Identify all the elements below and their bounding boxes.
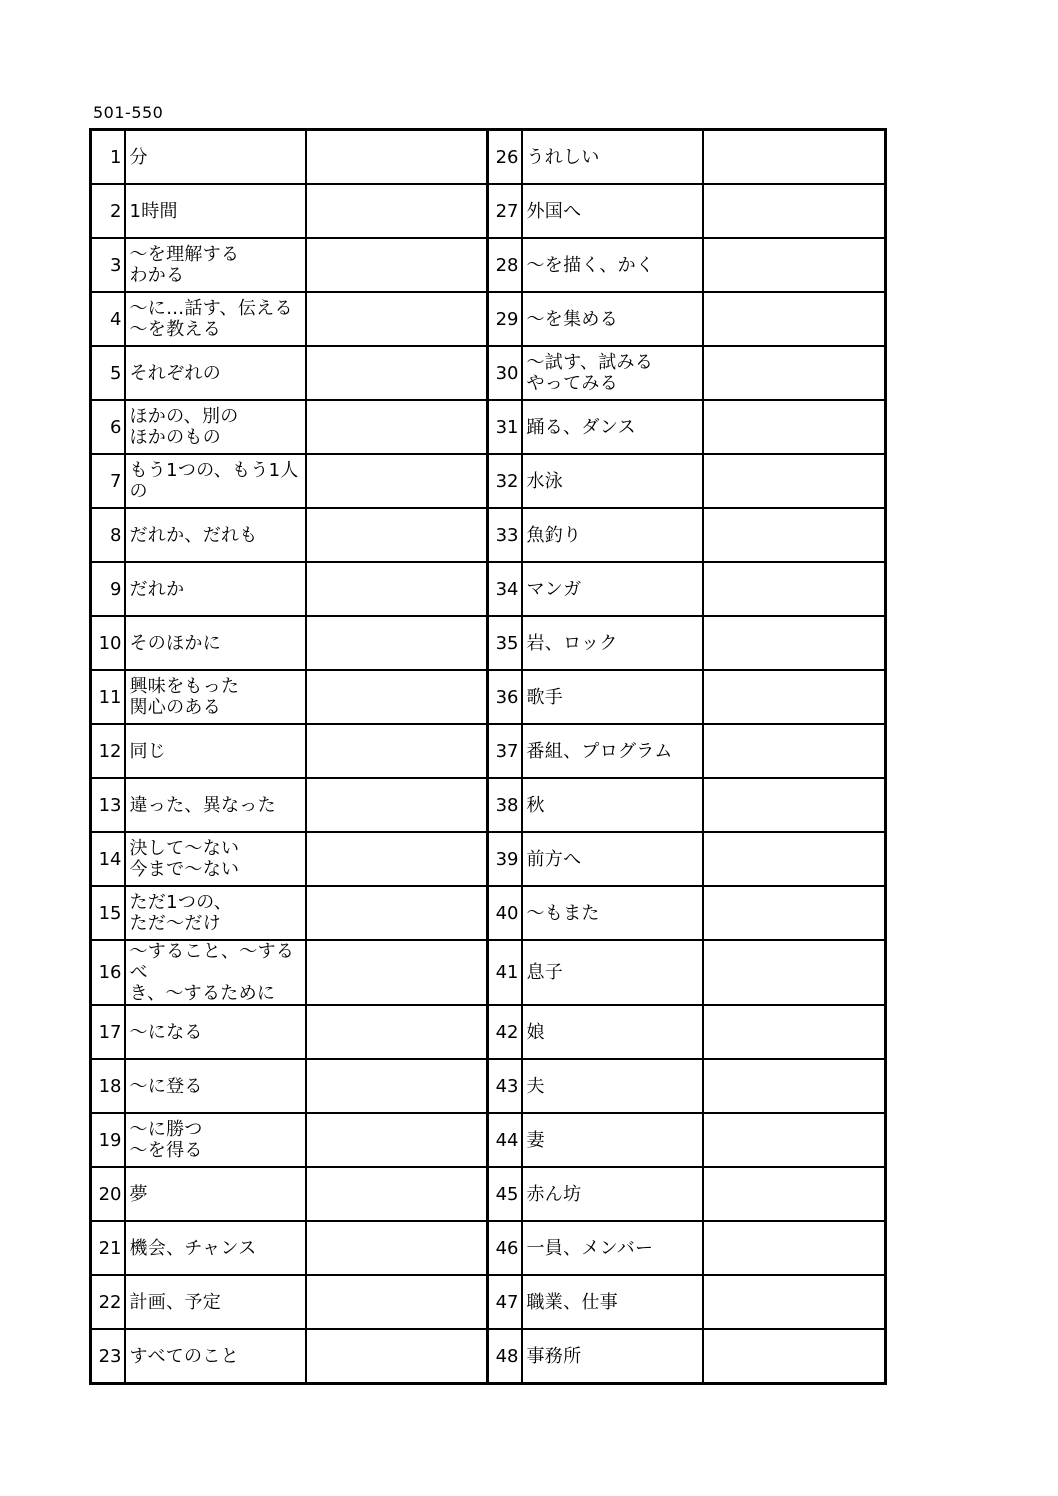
table-row xyxy=(91,670,886,724)
item-meaning: もう1つの、もう1人の xyxy=(125,454,306,508)
answer-cell[interactable] xyxy=(703,292,886,346)
answer-cell[interactable] xyxy=(306,670,488,724)
table-row xyxy=(91,184,886,238)
item-number: 8 xyxy=(91,508,125,562)
answer-cell[interactable] xyxy=(306,454,488,508)
answer-cell[interactable] xyxy=(306,130,488,185)
item-meaning: 岩、ロック xyxy=(522,616,703,670)
item-number: 20 xyxy=(91,1167,125,1221)
item-meaning: ただ1つの、 ただ〜だけ xyxy=(125,886,306,940)
item-meaning: 息子 xyxy=(522,940,703,1005)
item-number: 23 xyxy=(91,1329,125,1384)
item-meaning: そのほかに xyxy=(125,616,306,670)
item-number: 30 xyxy=(488,346,522,400)
table-row xyxy=(91,1059,886,1113)
answer-cell[interactable] xyxy=(703,1113,886,1167)
answer-cell[interactable] xyxy=(703,670,886,724)
answer-cell[interactable] xyxy=(703,1221,886,1275)
item-number: 42 xyxy=(488,1005,522,1059)
item-meaning: ほかの、別の ほかのもの xyxy=(125,400,306,454)
item-meaning: 興味をもった 関心のある xyxy=(125,670,306,724)
item-number: 26 xyxy=(488,130,522,185)
item-meaning: 赤ん坊 xyxy=(522,1167,703,1221)
answer-cell[interactable] xyxy=(703,1275,886,1329)
item-number: 17 xyxy=(91,1005,125,1059)
item-number: 2 xyxy=(91,184,125,238)
item-meaning: 娘 xyxy=(522,1005,703,1059)
table-row xyxy=(91,1167,886,1221)
table-row xyxy=(91,1275,886,1329)
table-row xyxy=(91,724,886,778)
item-number: 21 xyxy=(91,1221,125,1275)
item-meaning: 〜すること、〜するべ き、〜するために xyxy=(125,940,306,1005)
item-meaning: 一員、メンバー xyxy=(522,1221,703,1275)
table-row xyxy=(91,130,886,185)
item-number: 4 xyxy=(91,292,125,346)
table-row xyxy=(91,562,886,616)
table-row xyxy=(91,1329,886,1384)
item-number: 44 xyxy=(488,1113,522,1167)
table-row xyxy=(91,886,886,940)
item-meaning: 〜になる xyxy=(125,1005,306,1059)
item-meaning: 踊る、ダンス xyxy=(522,400,703,454)
table-row xyxy=(91,454,886,508)
answer-cell[interactable] xyxy=(703,778,886,832)
table-row xyxy=(91,832,886,886)
item-number: 6 xyxy=(91,400,125,454)
answer-cell[interactable] xyxy=(306,184,488,238)
item-meaning: 〜に勝つ 〜を得る xyxy=(125,1113,306,1167)
item-number: 19 xyxy=(91,1113,125,1167)
item-number: 35 xyxy=(488,616,522,670)
answer-cell[interactable] xyxy=(703,1005,886,1059)
item-meaning: 番組、プログラム xyxy=(522,724,703,778)
answer-cell[interactable] xyxy=(703,508,886,562)
item-meaning: 夢 xyxy=(125,1167,306,1221)
item-number: 28 xyxy=(488,238,522,292)
answer-cell[interactable] xyxy=(703,886,886,940)
table-row xyxy=(91,616,886,670)
table-row xyxy=(91,238,886,292)
answer-cell[interactable] xyxy=(703,184,886,238)
item-meaning: 〜を描く、かく xyxy=(522,238,703,292)
item-number: 13 xyxy=(91,778,125,832)
answer-cell[interactable] xyxy=(306,724,488,778)
answer-cell[interactable] xyxy=(306,1275,488,1329)
item-meaning: 機会、チャンス xyxy=(125,1221,306,1275)
item-number: 43 xyxy=(488,1059,522,1113)
answer-cell[interactable] xyxy=(703,832,886,886)
answer-cell[interactable] xyxy=(306,292,488,346)
answer-cell[interactable] xyxy=(703,346,886,400)
item-meaning: 〜に…話す、伝える 〜を教える xyxy=(125,292,306,346)
item-number: 1 xyxy=(91,130,125,185)
answer-cell[interactable] xyxy=(703,454,886,508)
item-meaning: 1時間 xyxy=(125,184,306,238)
table-row xyxy=(91,1113,886,1167)
answer-cell[interactable] xyxy=(306,346,488,400)
answer-cell[interactable] xyxy=(306,238,488,292)
table-row xyxy=(91,346,886,400)
item-meaning: 職業、仕事 xyxy=(522,1275,703,1329)
item-number: 33 xyxy=(488,508,522,562)
item-meaning: 〜もまた xyxy=(522,886,703,940)
item-meaning: 決して〜ない 今まで〜ない xyxy=(125,832,306,886)
item-meaning: 前方へ xyxy=(522,832,703,886)
item-number: 40 xyxy=(488,886,522,940)
answer-cell[interactable] xyxy=(703,1167,886,1221)
item-meaning: 分 xyxy=(125,130,306,185)
table-row xyxy=(91,508,886,562)
item-number: 5 xyxy=(91,346,125,400)
answer-cell[interactable] xyxy=(703,238,886,292)
answer-cell[interactable] xyxy=(306,886,488,940)
item-number: 39 xyxy=(488,832,522,886)
item-number: 38 xyxy=(488,778,522,832)
vocab-table-body xyxy=(91,130,886,1384)
item-number: 32 xyxy=(488,454,522,508)
item-number: 16 xyxy=(91,940,125,1005)
item-number: 29 xyxy=(488,292,522,346)
item-meaning: マンガ xyxy=(522,562,703,616)
item-meaning: だれか xyxy=(125,562,306,616)
answer-cell[interactable] xyxy=(306,400,488,454)
item-number: 12 xyxy=(91,724,125,778)
answer-cell[interactable] xyxy=(703,562,886,616)
item-number: 7 xyxy=(91,454,125,508)
item-number: 41 xyxy=(488,940,522,1005)
vocab-table xyxy=(89,128,887,1385)
item-meaning: 事務所 xyxy=(522,1329,703,1384)
item-number: 9 xyxy=(91,562,125,616)
answer-cell[interactable] xyxy=(306,616,488,670)
item-meaning: 同じ xyxy=(125,724,306,778)
answer-cell[interactable] xyxy=(306,1113,488,1167)
item-number: 36 xyxy=(488,670,522,724)
table-row xyxy=(91,778,886,832)
answer-cell[interactable] xyxy=(306,778,488,832)
item-number: 10 xyxy=(91,616,125,670)
item-meaning: 外国へ xyxy=(522,184,703,238)
item-number: 27 xyxy=(488,184,522,238)
item-meaning: 妻 xyxy=(522,1113,703,1167)
item-number: 47 xyxy=(488,1275,522,1329)
sheet-title: 501-550 xyxy=(93,103,164,122)
table-row xyxy=(91,400,886,454)
item-number: 14 xyxy=(91,832,125,886)
table-row xyxy=(91,292,886,346)
table-row xyxy=(91,1221,886,1275)
answer-cell[interactable] xyxy=(306,562,488,616)
answer-cell[interactable] xyxy=(306,1167,488,1221)
item-number: 45 xyxy=(488,1167,522,1221)
item-meaning: 計画、予定 xyxy=(125,1275,306,1329)
item-number: 22 xyxy=(91,1275,125,1329)
answer-cell[interactable] xyxy=(703,400,886,454)
item-meaning: 〜に登る xyxy=(125,1059,306,1113)
item-meaning: 秋 xyxy=(522,778,703,832)
item-number: 34 xyxy=(488,562,522,616)
item-meaning: だれか、だれも xyxy=(125,508,306,562)
item-number: 31 xyxy=(488,400,522,454)
table-row xyxy=(91,1005,886,1059)
item-number: 46 xyxy=(488,1221,522,1275)
table-row xyxy=(91,940,886,1005)
answer-cell[interactable] xyxy=(703,1059,886,1113)
item-meaning: 〜を集める xyxy=(522,292,703,346)
item-number: 37 xyxy=(488,724,522,778)
answer-cell[interactable] xyxy=(703,724,886,778)
item-number: 18 xyxy=(91,1059,125,1113)
answer-cell[interactable] xyxy=(306,832,488,886)
item-meaning: 夫 xyxy=(522,1059,703,1113)
answer-cell[interactable] xyxy=(306,940,488,1005)
item-meaning: うれしい xyxy=(522,130,703,185)
answer-cell[interactable] xyxy=(306,1221,488,1275)
item-meaning: 違った、異なった xyxy=(125,778,306,832)
answer-cell[interactable] xyxy=(306,1059,488,1113)
item-number: 3 xyxy=(91,238,125,292)
item-number: 48 xyxy=(488,1329,522,1384)
item-meaning: それぞれの xyxy=(125,346,306,400)
item-meaning: 〜試す、試みる やってみる xyxy=(522,346,703,400)
item-meaning: 水泳 xyxy=(522,454,703,508)
answer-cell[interactable] xyxy=(306,1005,488,1059)
item-number: 11 xyxy=(91,670,125,724)
item-meaning: 〜を理解する わかる xyxy=(125,238,306,292)
answer-cell[interactable] xyxy=(306,1329,488,1384)
answer-cell[interactable] xyxy=(306,508,488,562)
item-meaning: すべてのこと xyxy=(125,1329,306,1384)
item-meaning: 歌手 xyxy=(522,670,703,724)
answer-cell[interactable] xyxy=(703,130,886,185)
item-meaning: 魚釣り xyxy=(522,508,703,562)
answer-cell[interactable] xyxy=(703,616,886,670)
answer-cell[interactable] xyxy=(703,940,886,1005)
item-number: 15 xyxy=(91,886,125,940)
answer-cell[interactable] xyxy=(703,1329,886,1384)
